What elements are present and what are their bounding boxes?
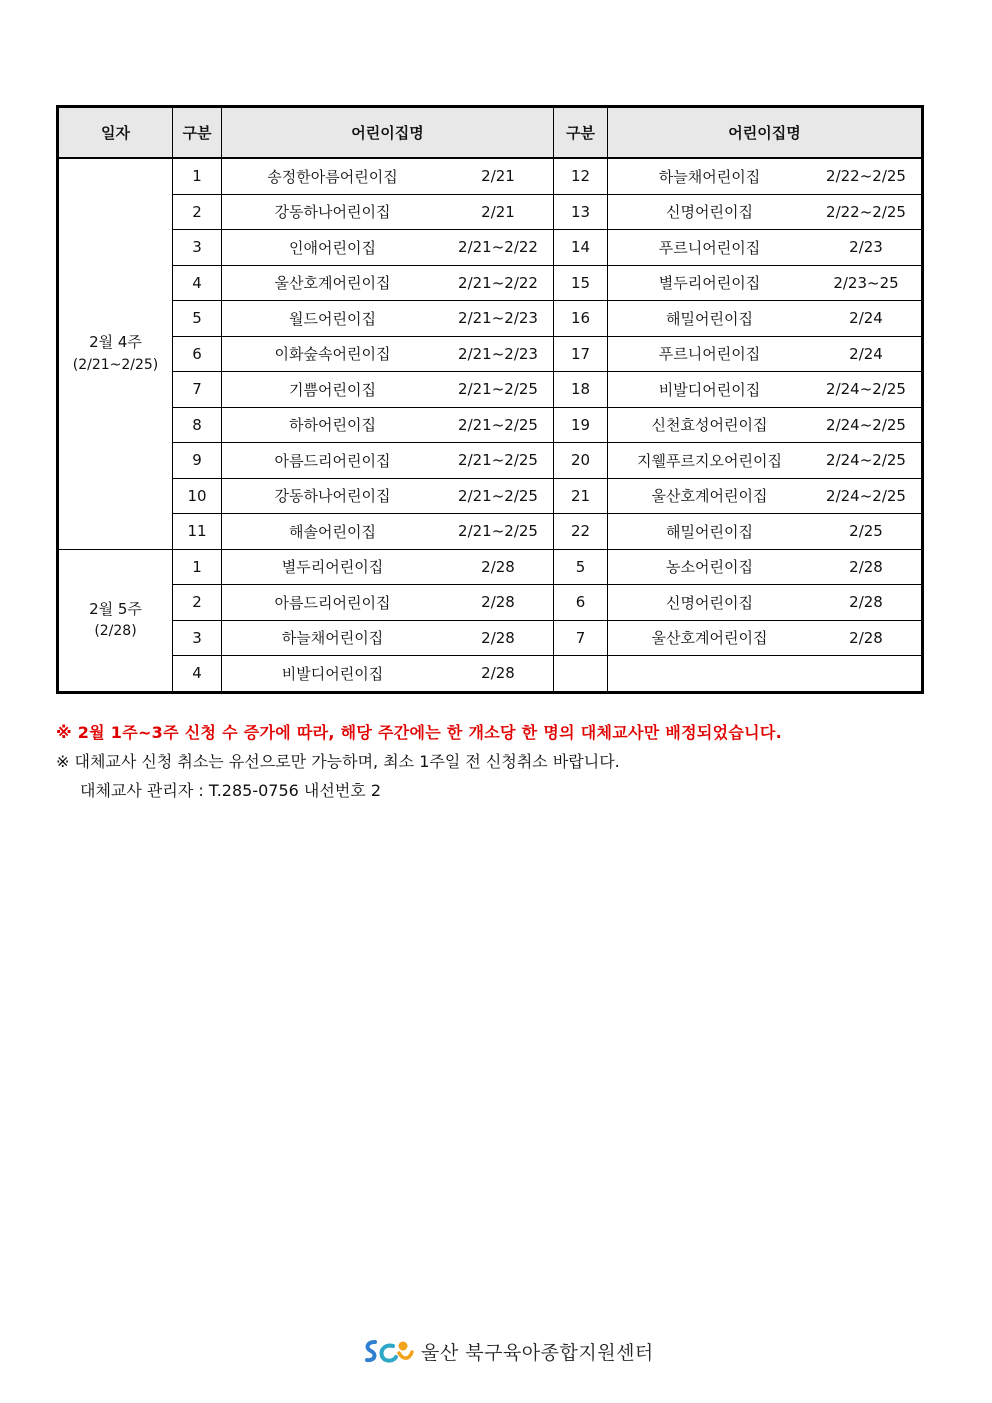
week-range: (2/21~2/25)	[72, 356, 159, 373]
daycare-cell-right	[608, 372, 922, 408]
daycare-cell-right	[608, 301, 922, 337]
assignment-dates: 2/28	[481, 557, 515, 576]
daycare-name: 하늘채어린이집	[658, 167, 761, 186]
assignment-dates: 2/21~2/25	[458, 486, 538, 505]
row-number-left: 5	[173, 301, 222, 337]
week-label: 2월 4주	[89, 333, 142, 352]
row-number-left: 11	[173, 514, 222, 550]
assignment-dates: 2/24~2/25	[826, 451, 906, 470]
table-body	[59, 158, 922, 691]
daycare-cell-right	[608, 230, 922, 266]
daycare-cell-left	[222, 372, 554, 408]
row-number-left: 9	[173, 443, 222, 479]
daycare-cell-right	[608, 407, 922, 443]
row-number-left: 2	[173, 194, 222, 230]
notice-cancel: ※ 대체교사 신청 취소는 유선으로만 가능하며, 최소 1주일 전 신청취소 바랍니다.	[56, 752, 620, 771]
daycare-cell-right	[608, 585, 922, 621]
daycare-cell-right	[608, 549, 922, 585]
table-row	[59, 549, 922, 585]
daycare-cell-left	[222, 478, 554, 514]
table-row	[59, 336, 922, 372]
table-row	[59, 230, 922, 266]
header-name-right: 어린이집명	[608, 108, 922, 159]
daycare-name: 하늘채어린이집	[281, 629, 384, 648]
daycare-name: 비발디어린이집	[281, 664, 384, 683]
daycare-name: 강동하나어린이집	[274, 487, 391, 506]
row-number-left: 4	[173, 265, 222, 301]
header-date: 일자	[59, 108, 173, 159]
daycare-cell-right	[608, 656, 922, 692]
table-row	[59, 656, 922, 692]
assignment-dates: 2/23~25	[833, 273, 899, 292]
table-row	[59, 478, 922, 514]
daycare-name: 해밀어린이집	[666, 522, 753, 541]
row-number-left: 1	[173, 158, 222, 194]
table-row	[59, 301, 922, 337]
row-number-left: 8	[173, 407, 222, 443]
assignment-dates: 2/21~2/25	[458, 522, 538, 541]
daycare-cell-left	[222, 265, 554, 301]
row-number-left: 3	[173, 230, 222, 266]
row-number-right	[554, 656, 608, 692]
row-number-right: 19	[554, 407, 608, 443]
table-row	[59, 265, 922, 301]
assignment-dates: 2/24~2/25	[826, 415, 906, 434]
row-number-right: 14	[554, 230, 608, 266]
table-row	[59, 372, 922, 408]
daycare-cell-left	[222, 443, 554, 479]
center-logo-icon	[363, 1336, 415, 1366]
daycare-name: 울산호계어린이집	[651, 487, 768, 506]
header-name-left: 어린이집명	[222, 108, 554, 159]
schedule-table	[58, 107, 922, 692]
table-row	[59, 194, 922, 230]
table-row	[59, 620, 922, 656]
daycare-cell-left	[222, 514, 554, 550]
row-number-right: 13	[554, 194, 608, 230]
assignment-dates: 2/28	[849, 628, 883, 647]
daycare-name: 강동하나어린이집	[274, 203, 391, 222]
row-number-right: 5	[554, 549, 608, 585]
assignment-dates: 2/23	[849, 238, 883, 257]
row-number-left: 6	[173, 336, 222, 372]
table-row	[59, 514, 922, 550]
daycare-name: 하하어린이집	[289, 416, 376, 435]
row-number-right: 7	[554, 620, 608, 656]
daycare-name: 푸르니어린이집	[658, 238, 761, 257]
row-number-left: 4	[173, 656, 222, 692]
table-row	[59, 158, 922, 194]
assignment-dates: 2/21	[481, 202, 515, 221]
header-no-left: 구분	[173, 108, 222, 159]
daycare-name: 별두리어린이집	[281, 558, 384, 577]
assignment-dates: 2/22~2/25	[826, 202, 906, 221]
notes-section	[56, 718, 782, 805]
assignment-dates: 2/21~2/25	[458, 451, 538, 470]
daycare-cell-right	[608, 265, 922, 301]
assignment-dates: 2/21	[481, 167, 515, 186]
row-number-right: 21	[554, 478, 608, 514]
daycare-cell-left	[222, 407, 554, 443]
assignment-dates: 2/28	[849, 593, 883, 612]
daycare-cell-left	[222, 336, 554, 372]
assignment-dates: 2/21~2/23	[458, 309, 538, 328]
daycare-name: 해밀어린이집	[666, 309, 753, 328]
daycare-cell-right	[608, 336, 922, 372]
row-number-left: 10	[173, 478, 222, 514]
assignment-dates: 2/24~2/25	[826, 486, 906, 505]
daycare-name: 울산호계어린이집	[651, 629, 768, 648]
table-row	[59, 443, 922, 479]
assignment-dates: 2/24~2/25	[826, 380, 906, 399]
assignment-dates: 2/28	[481, 664, 515, 683]
daycare-name: 아름드리어린이집	[274, 593, 391, 612]
week-cell	[59, 549, 173, 691]
assignment-dates: 2/25	[849, 522, 883, 541]
footer	[363, 1336, 654, 1366]
notice-contact: 대체교사 관리자 : T.285-0756 내선번호 2	[80, 781, 382, 800]
row-number-right: 17	[554, 336, 608, 372]
daycare-name: 해솔어린이집	[289, 522, 376, 541]
daycare-cell-right	[608, 478, 922, 514]
daycare-name: 아름드리어린이집	[274, 451, 391, 470]
daycare-name: 농소어린이집	[666, 558, 753, 577]
daycare-name: 인애어린이집	[289, 238, 376, 257]
daycare-name: 송정한아름어린이집	[267, 167, 398, 186]
daycare-name: 지웰푸르지오어린이집	[637, 451, 782, 470]
week-cell	[59, 158, 173, 549]
table-row	[59, 407, 922, 443]
week-range: (2/28)	[94, 622, 137, 639]
daycare-cell-right	[608, 194, 922, 230]
daycare-name: 비발디어린이집	[658, 380, 761, 399]
assignment-dates: 2/21~2/23	[458, 344, 538, 363]
assignment-dates: 2/28	[849, 557, 883, 576]
week-label: 2월 5주	[89, 599, 142, 618]
notice-red: ※ 2월 1주~3주 신청 수 증가에 따라, 해당 주간에는 한 개소당 한 명의 대체교사만 배정되었습니다.	[56, 723, 783, 742]
daycare-name: 신천효성어린이집	[651, 416, 768, 435]
assignment-dates: 2/24	[849, 309, 883, 328]
daycare-name: 이화숲속어린이집	[274, 345, 391, 364]
daycare-cell-right	[608, 514, 922, 550]
assignment-dates: 2/21~2/22	[458, 238, 538, 257]
row-number-right: 16	[554, 301, 608, 337]
daycare-cell-left	[222, 301, 554, 337]
daycare-name: 월드어린이집	[289, 309, 376, 328]
row-number-left: 1	[173, 549, 222, 585]
assignment-dates: 2/21~2/25	[458, 380, 538, 399]
daycare-cell-left	[222, 230, 554, 266]
row-number-right: 20	[554, 443, 608, 479]
assignment-dates: 2/24	[849, 344, 883, 363]
daycare-cell-right	[608, 158, 922, 194]
daycare-cell-left	[222, 620, 554, 656]
table-row	[59, 585, 922, 621]
row-number-right: 22	[554, 514, 608, 550]
assignment-dates: 2/28	[481, 628, 515, 647]
daycare-cell-left	[222, 158, 554, 194]
daycare-cell-left	[222, 585, 554, 621]
daycare-cell-right	[608, 620, 922, 656]
assignment-dates: 2/21~2/22	[458, 273, 538, 292]
daycare-name: 별두리어린이집	[658, 274, 761, 293]
daycare-cell-left	[222, 656, 554, 692]
daycare-name: 푸르니어린이집	[658, 345, 761, 364]
row-number-left: 2	[173, 585, 222, 621]
daycare-name: 기쁨어린이집	[289, 380, 376, 399]
row-number-left: 3	[173, 620, 222, 656]
row-number-left: 7	[173, 372, 222, 408]
daycare-name: 신명어린이집	[666, 593, 753, 612]
assignment-dates: 2/22~2/25	[826, 167, 906, 186]
row-number-right: 15	[554, 265, 608, 301]
daycare-name: 신명어린이집	[666, 203, 753, 222]
center-name: 울산 북구육아종합지원센터	[421, 1341, 654, 1364]
daycare-cell-left	[222, 549, 554, 585]
daycare-name: 울산호계어린이집	[274, 274, 391, 293]
assignment-dates: 2/28	[481, 593, 515, 612]
header-no-right: 구분	[554, 108, 608, 159]
row-number-right: 12	[554, 158, 608, 194]
assignment-dates: 2/21~2/25	[458, 415, 538, 434]
row-number-right: 6	[554, 585, 608, 621]
daycare-cell-right	[608, 443, 922, 479]
table-header-row	[59, 108, 922, 159]
row-number-right: 18	[554, 372, 608, 408]
daycare-cell-left	[222, 194, 554, 230]
